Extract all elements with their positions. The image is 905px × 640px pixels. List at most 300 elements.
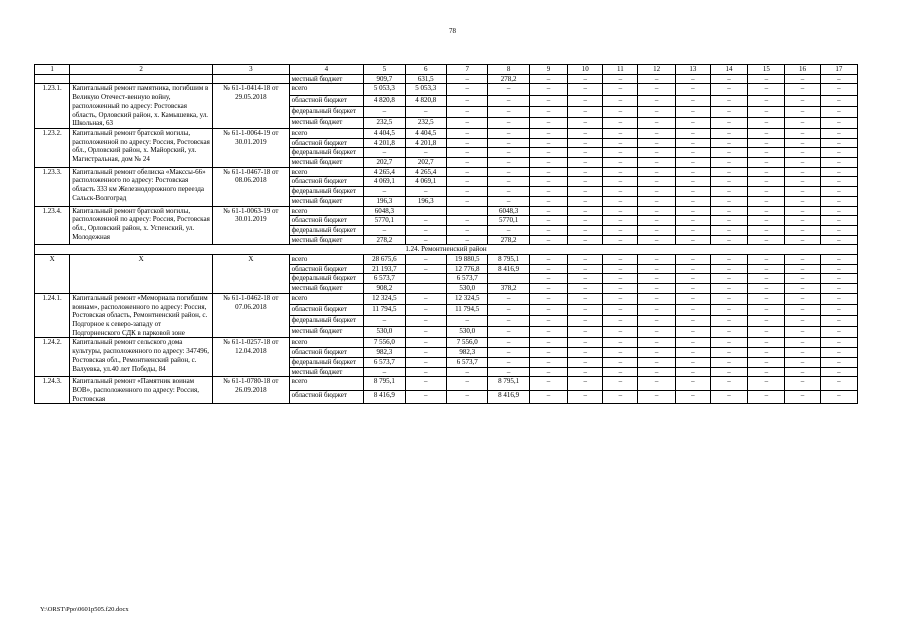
dash-cell: –: [820, 117, 857, 128]
funding-source: всего: [289, 206, 364, 216]
dash-cell: –: [785, 284, 820, 294]
amount-cell: –: [405, 106, 446, 117]
dash-cell: –: [820, 177, 857, 187]
amount-cell: 12 324,5: [446, 293, 487, 304]
dash-cell: –: [820, 106, 857, 117]
dash-cell: –: [568, 117, 603, 128]
funding-source: местный бюджет: [289, 117, 364, 128]
column-number: 16: [785, 65, 820, 75]
amount-cell: 6 573,7: [364, 274, 405, 284]
funding-source: федеральный бюджет: [289, 187, 364, 197]
dash-cell: –: [785, 74, 820, 84]
dash-cell: –: [638, 274, 675, 284]
dash-cell: –: [603, 367, 638, 377]
dash-cell: –: [820, 367, 857, 377]
dash-cell: –: [710, 338, 747, 348]
dash-cell: –: [638, 338, 675, 348]
dash-cell: –: [529, 167, 567, 177]
dash-cell: –: [675, 177, 710, 187]
dash-cell: –: [675, 316, 710, 327]
amount-cell: –: [405, 338, 446, 348]
dash-cell: –: [785, 348, 820, 358]
dash-cell: –: [785, 235, 820, 245]
dash-cell: –: [603, 357, 638, 367]
dash-cell: –: [710, 148, 747, 158]
amount-cell: –: [405, 264, 446, 274]
dash-cell: –: [638, 84, 675, 95]
dash-cell: –: [675, 264, 710, 274]
dash-cell: –: [529, 117, 567, 128]
dash-cell: –: [603, 348, 638, 358]
dash-cell: –: [748, 284, 785, 294]
dash-cell: –: [710, 264, 747, 274]
amount-cell: 8 416,9: [488, 264, 529, 274]
dash-cell: –: [603, 255, 638, 265]
amount-cell: 232,5: [364, 117, 405, 128]
amount-cell: –: [405, 305, 446, 316]
amount-cell: 4 265,4: [364, 167, 405, 177]
dash-cell: –: [748, 225, 785, 235]
amount-cell: 19 880,5: [446, 255, 487, 265]
section-row: [35, 245, 858, 255]
amount-cell: 909,7: [364, 74, 405, 84]
dash-cell: –: [785, 216, 820, 226]
amount-cell: –: [488, 167, 529, 177]
item-number: 1.23.1.: [35, 84, 70, 129]
dash-cell: –: [785, 187, 820, 197]
amount-cell: 4 820,8: [405, 95, 446, 106]
amount-cell: 908,2: [364, 284, 405, 294]
dash-cell: –: [529, 206, 567, 216]
funding-source: всего: [289, 167, 364, 177]
amount-cell: –: [446, 148, 487, 158]
table-row: [35, 338, 858, 348]
amount-cell: 8 416,9: [488, 390, 529, 404]
amount-cell: 6048,3: [364, 206, 405, 216]
amount-cell: –: [446, 367, 487, 377]
dash-cell: –: [675, 187, 710, 197]
dash-cell: –: [785, 106, 820, 117]
dash-cell: –: [785, 167, 820, 177]
dash-cell: –: [638, 284, 675, 294]
dash-cell: –: [710, 128, 747, 138]
dash-cell: –: [710, 117, 747, 128]
amount-cell: –: [446, 106, 487, 117]
dash-cell: –: [568, 316, 603, 327]
dash-cell: –: [603, 390, 638, 404]
dash-cell: –: [529, 74, 567, 84]
amount-cell: –: [364, 367, 405, 377]
dash-cell: –: [603, 95, 638, 106]
dash-cell: –: [568, 293, 603, 304]
amount-cell: –: [446, 316, 487, 327]
dash-cell: –: [748, 106, 785, 117]
column-number: 6: [405, 65, 446, 75]
dash-cell: –: [785, 196, 820, 206]
amount-cell: 530,0: [446, 284, 487, 294]
item-number: X: [35, 255, 70, 294]
dash-cell: –: [785, 225, 820, 235]
funding-source: областной бюджет: [289, 177, 364, 187]
dash-cell: –: [748, 196, 785, 206]
dash-cell: –: [675, 327, 710, 338]
dash-cell: –: [529, 367, 567, 377]
dash-cell: –: [568, 84, 603, 95]
amount-cell: 6 573,7: [446, 357, 487, 367]
amount-cell: –: [488, 158, 529, 168]
amount-cell: –: [446, 377, 487, 391]
dash-cell: –: [603, 235, 638, 245]
dash-cell: –: [568, 327, 603, 338]
dash-cell: –: [568, 196, 603, 206]
funding-source: местный бюджет: [289, 74, 364, 84]
dash-cell: –: [603, 187, 638, 197]
column-number: 11: [603, 65, 638, 75]
dash-cell: –: [785, 117, 820, 128]
amount-cell: –: [488, 348, 529, 358]
amount-cell: [405, 206, 446, 216]
dash-cell: –: [529, 274, 567, 284]
dash-cell: –: [748, 117, 785, 128]
dash-cell: –: [638, 74, 675, 84]
column-number: 5: [364, 65, 405, 75]
dash-cell: –: [638, 348, 675, 358]
funding-source: местный бюджет: [289, 284, 364, 294]
dash-cell: –: [568, 167, 603, 177]
dash-cell: –: [529, 316, 567, 327]
document-number: № 61-1-0064-19 от 30.01.2019: [213, 128, 290, 167]
amount-cell: –: [446, 117, 487, 128]
dash-cell: –: [638, 216, 675, 226]
amount-cell: 6 573,7: [364, 357, 405, 367]
amount-cell: [446, 206, 487, 216]
dash-cell: –: [785, 255, 820, 265]
dash-cell: –: [568, 187, 603, 197]
dash-cell: –: [748, 305, 785, 316]
dash-cell: –: [820, 167, 857, 177]
dash-cell: –: [638, 235, 675, 245]
amount-cell: –: [405, 216, 446, 226]
empty-cell: [70, 74, 213, 84]
amount-cell: –: [488, 357, 529, 367]
column-number: 7: [446, 65, 487, 75]
dash-cell: –: [603, 216, 638, 226]
amount-cell: –: [405, 235, 446, 245]
dash-cell: –: [638, 117, 675, 128]
dash-cell: –: [568, 216, 603, 226]
funding-source: областной бюджет: [289, 264, 364, 274]
dash-cell: –: [603, 327, 638, 338]
dash-cell: –: [785, 377, 820, 391]
document-number: № 61-1-0462-18 от 07.06.2018: [213, 293, 290, 338]
dash-cell: –: [675, 95, 710, 106]
amount-cell: 8 416,9: [364, 390, 405, 404]
dash-cell: –: [638, 225, 675, 235]
dash-cell: –: [710, 284, 747, 294]
dash-cell: –: [820, 148, 857, 158]
amount-cell: 378,2: [488, 284, 529, 294]
amount-cell: –: [405, 225, 446, 235]
dash-cell: –: [820, 138, 857, 148]
dash-cell: –: [638, 158, 675, 168]
empty-cell: [213, 74, 290, 84]
dash-cell: –: [748, 357, 785, 367]
object-name: Капитальный ремонт братской могилы, расположенной по адресу: Россия, Ростовская обл., Орловский район, х. Майорский, ул. Магистральная, дом № 24: [70, 128, 213, 167]
dash-cell: –: [603, 377, 638, 391]
dash-cell: –: [568, 138, 603, 148]
amount-cell: –: [488, 327, 529, 338]
dash-cell: –: [748, 167, 785, 177]
dash-cell: –: [568, 255, 603, 265]
amount-cell: [488, 274, 529, 284]
dash-cell: –: [785, 177, 820, 187]
amount-cell: 8 795,1: [488, 377, 529, 391]
funding-source: федеральный бюджет: [289, 148, 364, 158]
document-number: № 61-1-0414-18 от 29.05.2018: [213, 84, 290, 129]
dash-cell: –: [748, 377, 785, 391]
amount-cell: 530,0: [364, 327, 405, 338]
amount-cell: 202,7: [405, 158, 446, 168]
document-number: № 61-1-0467-18 от 08.06.2018: [213, 167, 290, 206]
funding-source: федеральный бюджет: [289, 357, 364, 367]
dash-cell: –: [568, 264, 603, 274]
column-number: 12: [638, 65, 675, 75]
dash-cell: –: [748, 235, 785, 245]
dash-cell: –: [820, 274, 857, 284]
dash-cell: –: [568, 128, 603, 138]
dash-cell: –: [748, 148, 785, 158]
dash-cell: –: [710, 274, 747, 284]
dash-cell: –: [820, 84, 857, 95]
dash-cell: –: [529, 348, 567, 358]
dash-cell: –: [568, 284, 603, 294]
dash-cell: –: [785, 95, 820, 106]
dash-cell: –: [785, 367, 820, 377]
amount-cell: –: [364, 187, 405, 197]
dash-cell: –: [820, 293, 857, 304]
column-number: 1: [35, 65, 70, 75]
dash-cell: –: [785, 305, 820, 316]
table-row: [35, 255, 858, 265]
amount-cell: 196,3: [364, 196, 405, 206]
amount-cell: –: [488, 128, 529, 138]
amount-cell: –: [405, 348, 446, 358]
dash-cell: –: [638, 367, 675, 377]
amount-cell: 4 069,1: [364, 177, 405, 187]
amount-cell: –: [405, 293, 446, 304]
amount-cell: –: [446, 95, 487, 106]
amount-cell: –: [488, 316, 529, 327]
amount-cell: –: [405, 377, 446, 391]
dash-cell: –: [785, 316, 820, 327]
dash-cell: –: [820, 216, 857, 226]
amount-cell: 7 556,0: [446, 338, 487, 348]
dash-cell: –: [529, 128, 567, 138]
document-number: № 61-1-0780-18 от 26.09.2018: [213, 377, 290, 404]
amount-cell: 631,5: [405, 74, 446, 84]
funding-table: [34, 64, 858, 404]
table-row: [35, 167, 858, 177]
dash-cell: –: [748, 316, 785, 327]
dash-cell: –: [638, 316, 675, 327]
column-number: 10: [568, 65, 603, 75]
dash-cell: –: [785, 327, 820, 338]
dash-cell: –: [675, 390, 710, 404]
column-number: 14: [710, 65, 747, 75]
dash-cell: –: [785, 338, 820, 348]
amount-cell: 8 795,1: [364, 377, 405, 391]
amount-cell: –: [488, 196, 529, 206]
dash-cell: –: [529, 148, 567, 158]
dash-cell: –: [748, 177, 785, 187]
amount-cell: 202,7: [364, 158, 405, 168]
dash-cell: –: [748, 255, 785, 265]
dash-cell: –: [820, 316, 857, 327]
funding-source: всего: [289, 128, 364, 138]
dash-cell: –: [820, 74, 857, 84]
amount-cell: 6 573,7: [446, 274, 487, 284]
amount-cell: –: [488, 95, 529, 106]
dash-cell: –: [603, 206, 638, 216]
amount-cell: –: [405, 316, 446, 327]
dash-cell: –: [568, 177, 603, 187]
dash-cell: –: [529, 338, 567, 348]
dash-cell: –: [529, 284, 567, 294]
amount-cell: 4 201,8: [405, 138, 446, 148]
amount-cell: 4 201,8: [364, 138, 405, 148]
dash-cell: –: [785, 84, 820, 95]
dash-cell: –: [785, 274, 820, 284]
dash-cell: –: [529, 225, 567, 235]
dash-cell: –: [710, 177, 747, 187]
section-title: 1.24. Ремонтненский район: [35, 245, 858, 255]
dash-cell: –: [710, 158, 747, 168]
dash-cell: –: [638, 255, 675, 265]
item-number: 1.24.3.: [35, 377, 70, 404]
amount-cell: –: [446, 84, 487, 95]
dash-cell: –: [603, 148, 638, 158]
dash-cell: –: [529, 177, 567, 187]
dash-cell: –: [710, 138, 747, 148]
amount-cell: 232,5: [405, 117, 446, 128]
dash-cell: –: [529, 357, 567, 367]
dash-cell: –: [748, 274, 785, 284]
amount-cell: 21 193,7: [364, 264, 405, 274]
dash-cell: –: [748, 216, 785, 226]
dash-cell: –: [710, 187, 747, 197]
dash-cell: –: [603, 264, 638, 274]
amount-cell: 12 776,8: [446, 264, 487, 274]
amount-cell: [405, 274, 446, 284]
dash-cell: –: [529, 187, 567, 197]
amount-cell: –: [405, 187, 446, 197]
dash-cell: –: [529, 216, 567, 226]
amount-cell: 5770,1: [364, 216, 405, 226]
dash-cell: –: [638, 327, 675, 338]
dash-cell: –: [529, 327, 567, 338]
amount-cell: –: [446, 216, 487, 226]
amount-cell: –: [488, 225, 529, 235]
amount-cell: 4 069,1: [405, 177, 446, 187]
funding-source: федеральный бюджет: [289, 225, 364, 235]
dash-cell: –: [529, 95, 567, 106]
item-number: 1.24.1.: [35, 293, 70, 338]
dash-cell: –: [748, 128, 785, 138]
dash-cell: –: [675, 338, 710, 348]
funding-source: всего: [289, 84, 364, 95]
amount-cell: 278,2: [488, 74, 529, 84]
header-row: [35, 65, 858, 75]
dash-cell: –: [820, 196, 857, 206]
dash-cell: –: [785, 264, 820, 274]
dash-cell: –: [710, 235, 747, 245]
dash-cell: –: [675, 274, 710, 284]
dash-cell: –: [820, 284, 857, 294]
dash-cell: –: [568, 74, 603, 84]
dash-cell: –: [675, 158, 710, 168]
funding-source: областной бюджет: [289, 95, 364, 106]
amount-cell: 5 053,3: [405, 84, 446, 95]
table-row: [35, 377, 858, 391]
dash-cell: –: [638, 138, 675, 148]
amount-cell: –: [488, 187, 529, 197]
dash-cell: –: [529, 138, 567, 148]
item-number: 1.23.4.: [35, 206, 70, 245]
dash-cell: –: [638, 390, 675, 404]
amount-cell: –: [446, 196, 487, 206]
dash-cell: –: [568, 377, 603, 391]
dash-cell: –: [568, 106, 603, 117]
amount-cell: 6048,3: [488, 206, 529, 216]
dash-cell: –: [568, 274, 603, 284]
dash-cell: –: [529, 255, 567, 265]
item-number: 1.23.3.: [35, 167, 70, 206]
document-number: № 61-1-0063-19 от 30.01.2019: [213, 206, 290, 245]
dash-cell: –: [710, 74, 747, 84]
amount-cell: –: [488, 138, 529, 148]
dash-cell: –: [748, 138, 785, 148]
dash-cell: –: [675, 148, 710, 158]
amount-cell: –: [446, 177, 487, 187]
amount-cell: 278,2: [364, 235, 405, 245]
amount-cell: –: [405, 367, 446, 377]
dash-cell: –: [568, 338, 603, 348]
amount-cell: –: [446, 138, 487, 148]
object-name: Капитальный ремонт сельского дома культуры, расположенного по адресу: 347496, Ростовская обл., Ремонтненский район, с. Валуевка, ул.40 лет Победы, 84: [70, 338, 213, 377]
dash-cell: –: [820, 187, 857, 197]
dash-cell: –: [568, 148, 603, 158]
dash-cell: –: [529, 390, 567, 404]
dash-cell: –: [529, 293, 567, 304]
amount-cell: 28 675,6: [364, 255, 405, 265]
funding-source: всего: [289, 255, 364, 265]
dash-cell: –: [568, 390, 603, 404]
dash-cell: –: [748, 206, 785, 216]
dash-cell: –: [603, 274, 638, 284]
amount-cell: –: [446, 167, 487, 177]
dash-cell: –: [675, 357, 710, 367]
funding-source: всего: [289, 377, 364, 391]
amount-cell: 530,0: [446, 327, 487, 338]
dash-cell: –: [603, 74, 638, 84]
dash-cell: –: [710, 196, 747, 206]
funding-source: областной бюджет: [289, 348, 364, 358]
amount-cell: –: [364, 148, 405, 158]
dash-cell: –: [748, 74, 785, 84]
dash-cell: –: [710, 348, 747, 358]
dash-cell: –: [748, 390, 785, 404]
funding-source: федеральный бюджет: [289, 106, 364, 117]
